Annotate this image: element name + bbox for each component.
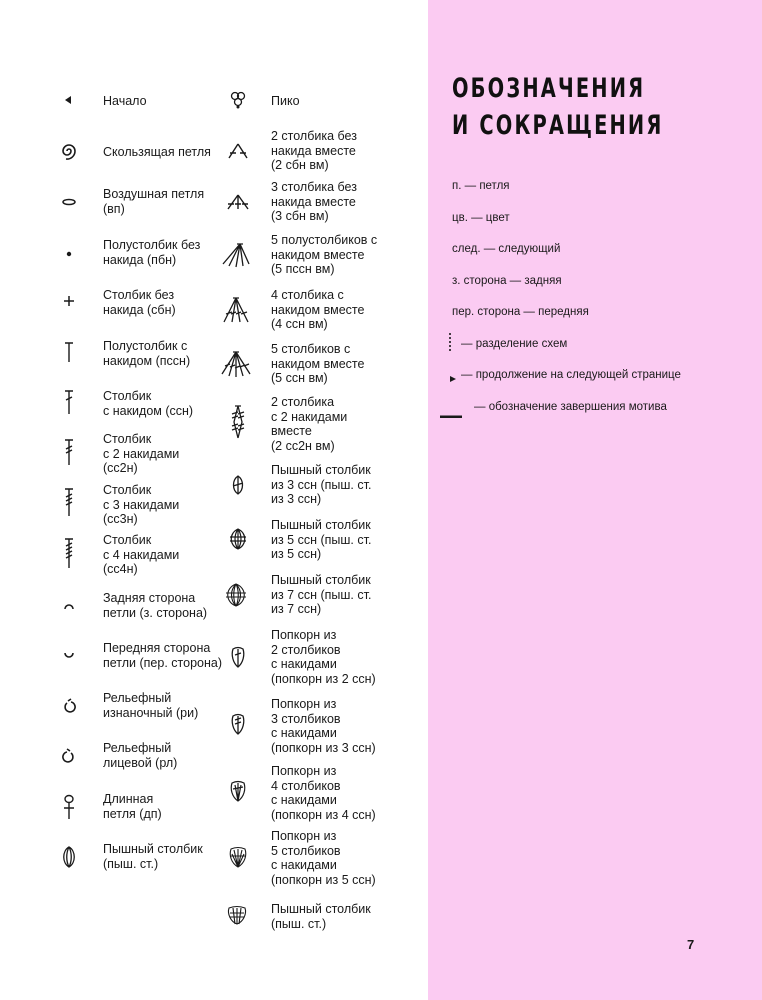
puff-3-icon — [226, 473, 250, 497]
legend-label: Пико — [271, 94, 300, 108]
legend-label: Рельефный изнаночный (ри) — [103, 691, 199, 720]
legend-label: Пышный столбик (пыш. ст.) — [271, 902, 371, 931]
dc4tog-icon — [224, 298, 248, 322]
legend-label: Полустолбик без накида (пбн) — [103, 238, 201, 267]
legend-label: Столбик с накидом (ссн) — [103, 389, 194, 418]
legend-label: 5 полустолбиков с накидом вместе (5 пссн вм) — [271, 233, 378, 276]
legend-label: Пышный столбик (пыш. ст.) — [103, 842, 203, 871]
popcorn-2-icon — [226, 645, 250, 669]
picot-icon — [226, 88, 250, 112]
double-treble-icon — [57, 490, 81, 514]
legend-label: Начало — [103, 94, 147, 108]
front-post-icon — [57, 744, 81, 768]
popcorn-3-icon — [226, 712, 250, 736]
dotted-line-icon — [448, 332, 452, 359]
front-loop-icon — [57, 644, 81, 668]
puff-stitch-alt-icon — [225, 903, 249, 927]
treble-crochet-icon — [57, 440, 81, 464]
legend-label: Попкорн из 2 столбиков с накидами (попкорн из 2 ссн) — [271, 628, 376, 686]
legend-label: Попкорн из 3 столбиков с накидами (попкорн из 3 ссн) — [271, 697, 376, 755]
legend-label: Рельефный лицевой (рл) — [103, 741, 178, 770]
legend-label: 2 столбика без накида вместе (2 сбн вм) — [271, 129, 357, 172]
legend-label: Полустолбик с накидом (пссн) — [103, 339, 191, 368]
legend-label: 4 столбика с накидом вместе (4 ссн вм) — [271, 288, 365, 331]
triple-treble-icon — [57, 541, 81, 565]
puff-7-icon — [224, 583, 248, 607]
single-crochet-icon — [57, 289, 81, 313]
sc3tog-icon — [226, 190, 250, 214]
legend-label: Пышный столбик из 7 ссн (пыш. ст. из 7 ссн) — [271, 573, 372, 616]
legend-label: Столбик с 4 накидами (сс4н) — [103, 533, 180, 576]
abbreviation-item: пер. сторона — передняя — [452, 306, 589, 318]
abbreviation-item: п. — петля — [452, 180, 510, 192]
half-double-crochet-icon — [57, 340, 81, 364]
legend-label: Передняя сторона петли (пер. сторона) — [103, 641, 222, 670]
legend-label: Задняя сторона петли (з. сторона) — [103, 591, 208, 620]
legend-label: 3 столбика без накида вместе (3 сбн вм) — [271, 180, 357, 223]
dc5tog-icon — [224, 352, 248, 376]
legend-label: Попкорн из 4 столбиков с накидами (попкорн из 4 ссн) — [271, 764, 376, 822]
hdc5tog-icon — [224, 243, 248, 267]
abbreviation-item: след. — следующий — [452, 243, 561, 255]
legend-label: Столбик с 3 накидами (сс3н) — [103, 483, 180, 526]
slip-stitch-icon — [57, 242, 81, 266]
long-loop-icon — [57, 795, 81, 819]
arrow-marker-icon — [449, 370, 457, 388]
legend-label: Попкорн из 5 столбиков с накидами (попкорн из 5 ссн) — [271, 829, 376, 887]
legend-label: Скользящая петля — [103, 145, 211, 159]
legend-text: — продолжение на следующей странице — [461, 369, 681, 381]
double-crochet-icon — [57, 390, 81, 414]
chain-stitch-icon — [57, 190, 81, 214]
legend-label: Воздушная петля (вп) — [103, 187, 205, 216]
page-number: 7 — [687, 937, 695, 952]
magic-ring-icon — [57, 139, 81, 163]
abbreviation-item: цв. — цвет — [452, 212, 510, 224]
legend-label: Длинная петля (дп) — [103, 792, 162, 821]
sc2tog-icon — [226, 139, 250, 163]
puff-5-icon — [226, 527, 250, 551]
legend-text: — разделение схем — [461, 338, 568, 350]
legend-label: Столбик с 2 накидами (сс2н) — [103, 432, 180, 475]
legend-label: Пышный столбик из 3 ссн (пыш. ст. из 3 ссн) — [271, 463, 372, 506]
legend-text: — обозначение завершения мотива — [474, 401, 667, 413]
legend-label: Пышный столбик из 5 ссн (пыш. ст. из 5 ссн) — [271, 518, 372, 561]
thick-line-icon — [440, 406, 464, 424]
page-title: ОБОЗНАЧЕНИЯ И СОКРАЩЕНИЯ — [452, 73, 664, 141]
popcorn-4-icon — [226, 779, 250, 803]
puff-stitch-icon — [57, 845, 81, 869]
back-post-icon — [57, 694, 81, 718]
tr2tog-icon — [226, 410, 250, 434]
abbreviations-panel — [428, 0, 762, 1000]
popcorn-5-icon — [226, 845, 250, 869]
legend-label: 5 столбиков с накидом вместе (5 ссн вм) — [271, 342, 365, 385]
legend-label: Столбик без накида (сбн) — [103, 288, 176, 317]
legend-label: 2 столбика с 2 накидами вместе (2 сс2н вм) — [271, 395, 348, 453]
start-marker-icon — [57, 88, 81, 112]
abbreviation-item: з. сторона — задняя — [452, 275, 562, 287]
back-loop-icon — [57, 594, 81, 618]
